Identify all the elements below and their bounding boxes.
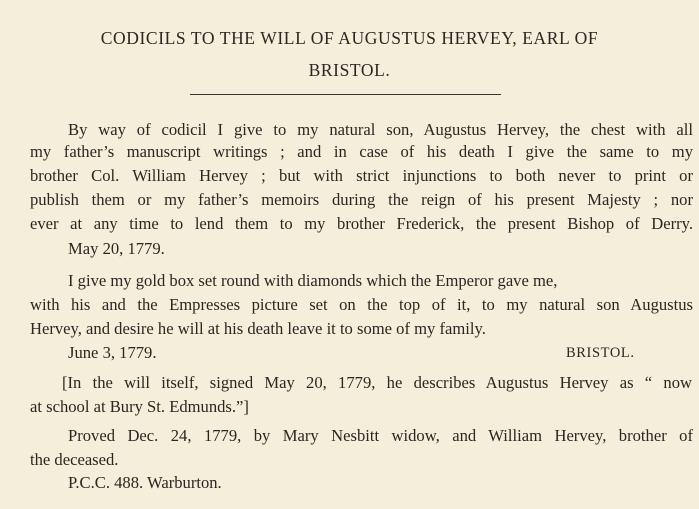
note-line-1: [In the will itself, signed May 20, 1779, he describes Augustus Hervey as “ now — [62, 373, 692, 392]
codicil1-line-5: ever at any time to lend them to my brother Frederick, the present Bishop of Derry. — [30, 214, 693, 233]
note-line-2: at school at Bury St. Edmunds.”] — [30, 397, 249, 416]
probate-reference: P.C.C. 488. Warburton. — [68, 473, 222, 492]
probate-line-1: Proved Dec. 24, 1779, by Mary Nesbitt widow, and William Hervey, brother of — [68, 426, 693, 445]
codicil2-line-3: Hervey, and desire he will at his death leave it to some of my family. — [30, 319, 486, 338]
title-line-2: BRISTOL. — [308, 60, 391, 80]
codicil1-line-2: my father’s manuscript writings ; and in case of his death I give the same to my — [30, 142, 693, 161]
page-title — [0, 22, 699, 86]
codicil2-line-2: with his and the Empresses picture set on the top of it, to my natural son Augustus — [30, 295, 693, 314]
codicil2-signature: BRISTOL. — [566, 345, 635, 361]
codicil1-date: May 20, 1779. — [68, 239, 165, 258]
title-divider — [190, 94, 501, 95]
codicil1-line-1: By way of codicil I give to my natural son, Augustus Hervey, the chest with all — [68, 120, 693, 139]
codicil1-line-3: brother Col. William Hervey ; but with strict injunctions to both never to print or — [30, 166, 693, 185]
title-line-1: CODICILS TO THE WILL OF AUGUSTUS HERVEY, EARL OF — [100, 28, 599, 48]
codicil1-line-4: publish them or my father’s memoirs during the reign of his present Majesty ; nor — [30, 190, 693, 209]
codicil2-line-1: I give my gold box set round with diamonds which the Emperor gave me, — [68, 271, 558, 290]
codicil2-date: June 3, 1779. — [68, 343, 157, 362]
probate-line-2: the deceased. — [30, 450, 119, 469]
